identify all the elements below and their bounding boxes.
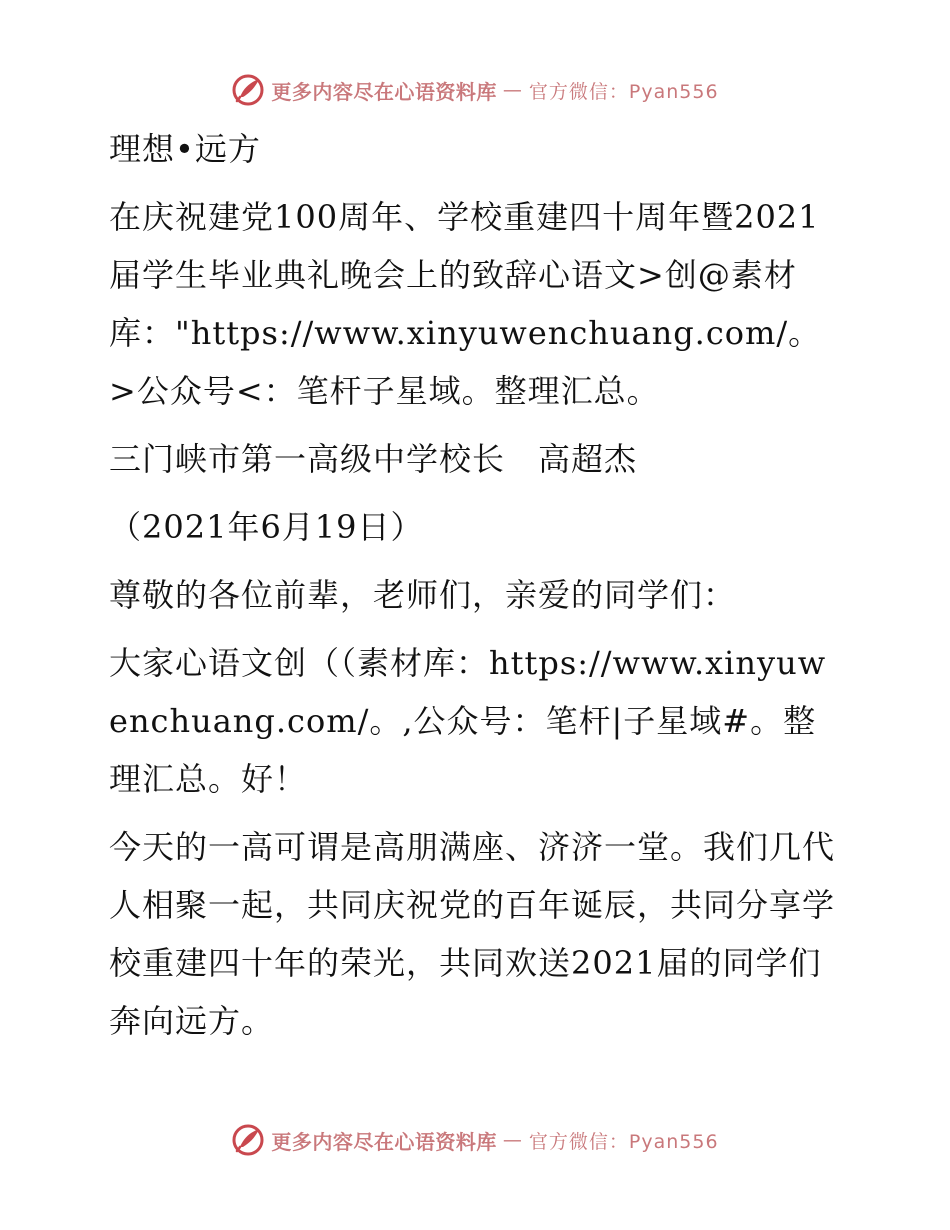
footer-watermark-banner (0, 1120, 950, 1160)
document-body (97, 120, 837, 1060)
quill-logo-icon (231, 73, 265, 107)
speech-heading-paragraph: 在庆祝建党100周年、学校重建四十周年暨2021届学生毕业典礼晚会上的致辞心语文>创@素材库："https://www.xinyuwenchuang.com/。>公众号<：笔杆子星域。整理汇总。 (109, 198, 822, 410)
watermark-brand-text: 更多内容尽在心语资料库 (271, 1129, 497, 1154)
body-paragraph: 今天的一高可谓是高朋满座、济济一堂。我们几代人相聚一起，共同庆祝党的百年诞辰，共同分享学校重建四十年的荣光，共同欢送2021届的同学们奔向远方。 (109, 828, 836, 1040)
greeting-paragraph: 大家心语文创（（素材库：https://www.xinyuwenchuang.com/。,公众号：笔杆|子星域#。整理汇总。好！ (109, 644, 827, 798)
speaker-line: 三门峡市第一高级中学校长 高超杰 (109, 440, 638, 478)
header-watermark-banner (0, 70, 950, 110)
watermark-wechat-text: 官方微信：Pyan556 (528, 1130, 719, 1153)
quill-logo-icon (231, 1123, 265, 1157)
watermark-wechat-text: 官方微信：Pyan556 (528, 80, 719, 103)
watermark-dash: — (502, 1129, 523, 1151)
watermark-brand-text: 更多内容尽在心语资料库 (271, 79, 497, 104)
watermark-dash: — (502, 79, 523, 101)
document-title: 理想•远方 (109, 130, 261, 168)
date-line: （2021年6月19日） (109, 508, 424, 546)
salutation-line: 尊敬的各位前辈，老师们，亲爱的同学们： (109, 576, 737, 614)
